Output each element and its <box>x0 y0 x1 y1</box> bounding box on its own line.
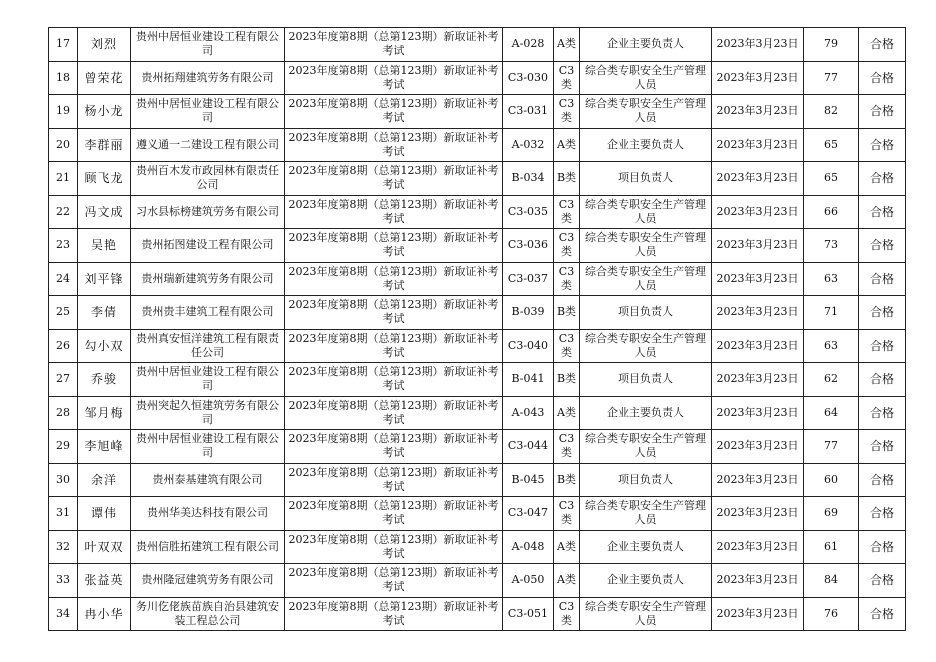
exam-session-cell: 2023年度第8期（总第123期）新取证补考考试 <box>285 363 503 397</box>
score-cell: 62 <box>804 363 859 397</box>
score-cell: 69 <box>804 497 859 531</box>
name-cell: 勾小双 <box>78 329 131 363</box>
role-cell: 综合类专职安全生产管理人员 <box>580 597 712 631</box>
role-cell: 综合类专职安全生产管理人员 <box>580 430 712 464</box>
exam-session-cell: 2023年度第8期（总第123期）新取证补考考试 <box>285 329 503 363</box>
category-cell: B类 <box>554 363 580 397</box>
table-row <box>49 28 906 62</box>
role-cell: 综合类专职安全生产管理人员 <box>580 229 712 263</box>
name-cell: 冉小华 <box>78 597 131 631</box>
exam-code-cell: C3-040 <box>503 329 554 363</box>
table-row <box>49 128 906 162</box>
role-cell: 综合类专职安全生产管理人员 <box>580 329 712 363</box>
exam-session-cell: 2023年度第8期（总第123期）新取证补考考试 <box>285 28 503 62</box>
company-cell: 贵州真安恒洋建筑工程有限责任公司 <box>131 329 285 363</box>
exam-code-cell: A-028 <box>503 28 554 62</box>
role-cell: 综合类专职安全生产管理人员 <box>580 195 712 229</box>
row-number-cell: 17 <box>49 28 78 62</box>
table-row <box>49 463 906 497</box>
company-cell: 贵州百木发市政园林有限责任公司 <box>131 162 285 196</box>
row-number-cell: 20 <box>49 128 78 162</box>
name-cell: 乔骏 <box>78 363 131 397</box>
role-cell: 综合类专职安全生产管理人员 <box>580 497 712 531</box>
name-cell: 叶双双 <box>78 530 131 564</box>
category-cell: A类 <box>554 564 580 598</box>
result-cell: 合格 <box>859 61 906 95</box>
row-number-cell: 24 <box>49 262 78 296</box>
row-number-cell: 22 <box>49 195 78 229</box>
exam-session-cell: 2023年度第8期（总第123期）新取证补考考试 <box>285 497 503 531</box>
category-cell: C3类 <box>554 430 580 464</box>
row-number-cell: 25 <box>49 296 78 330</box>
exam-session-cell: 2023年度第8期（总第123期）新取证补考考试 <box>285 296 503 330</box>
score-cell: 79 <box>804 28 859 62</box>
category-cell: A类 <box>554 128 580 162</box>
row-number-cell: 33 <box>49 564 78 598</box>
table-row <box>49 262 906 296</box>
exam-session-cell: 2023年度第8期（总第123期）新取证补考考试 <box>285 430 503 464</box>
row-number-cell: 23 <box>49 229 78 263</box>
score-cell: 77 <box>804 61 859 95</box>
exam-date-cell: 2023年3月23日 <box>712 463 804 497</box>
row-number-cell: 19 <box>49 95 78 129</box>
exam-date-cell: 2023年3月23日 <box>712 530 804 564</box>
row-number-cell: 32 <box>49 530 78 564</box>
role-cell: 企业主要负责人 <box>580 396 712 430</box>
exam-date-cell: 2023年3月23日 <box>712 95 804 129</box>
exam-code-cell: C3-047 <box>503 497 554 531</box>
exam-session-cell: 2023年度第8期（总第123期）新取证补考考试 <box>285 128 503 162</box>
role-cell: 企业主要负责人 <box>580 28 712 62</box>
score-cell: 77 <box>804 430 859 464</box>
exam-date-cell: 2023年3月23日 <box>712 497 804 531</box>
category-cell: C3类 <box>554 195 580 229</box>
result-cell: 合格 <box>859 296 906 330</box>
result-cell: 合格 <box>859 128 906 162</box>
table-body <box>49 28 906 631</box>
name-cell: 邹月梅 <box>78 396 131 430</box>
company-cell: 贵州中居恒业建设工程有限公司 <box>131 430 285 464</box>
exam-date-cell: 2023年3月23日 <box>712 195 804 229</box>
company-cell: 贵州华美达科技有限公司 <box>131 497 285 531</box>
company-cell: 贵州信胜拓建筑工程有限公司 <box>131 530 285 564</box>
score-cell: 82 <box>804 95 859 129</box>
result-cell: 合格 <box>859 396 906 430</box>
exam-date-cell: 2023年3月23日 <box>712 28 804 62</box>
role-cell: 综合类专职安全生产管理人员 <box>580 61 712 95</box>
company-cell: 贵州隆冠建筑劳务有限公司 <box>131 564 285 598</box>
table-row <box>49 195 906 229</box>
company-cell: 习水县标榜建筑劳务有限公司 <box>131 195 285 229</box>
company-cell: 遵义通一二建设工程有限公司 <box>131 128 285 162</box>
score-cell: 76 <box>804 597 859 631</box>
category-cell: B类 <box>554 296 580 330</box>
score-cell: 60 <box>804 463 859 497</box>
name-cell: 余洋 <box>78 463 131 497</box>
category-cell: A类 <box>554 530 580 564</box>
name-cell: 曾荣花 <box>78 61 131 95</box>
result-cell: 合格 <box>859 28 906 62</box>
name-cell: 刘平锋 <box>78 262 131 296</box>
score-cell: 65 <box>804 128 859 162</box>
exam-code-cell: C3-035 <box>503 195 554 229</box>
score-cell: 64 <box>804 396 859 430</box>
name-cell: 李倩 <box>78 296 131 330</box>
row-number-cell: 34 <box>49 597 78 631</box>
exam-date-cell: 2023年3月23日 <box>712 128 804 162</box>
results-table <box>48 27 906 631</box>
exam-session-cell: 2023年度第8期（总第123期）新取证补考考试 <box>285 597 503 631</box>
exam-date-cell: 2023年3月23日 <box>712 61 804 95</box>
result-cell: 合格 <box>859 262 906 296</box>
exam-code-cell: C3-030 <box>503 61 554 95</box>
table-row <box>49 430 906 464</box>
role-cell: 企业主要负责人 <box>580 564 712 598</box>
table-row <box>49 564 906 598</box>
company-cell: 贵州贵丰建筑工程有限公司 <box>131 296 285 330</box>
score-cell: 71 <box>804 296 859 330</box>
score-cell: 61 <box>804 530 859 564</box>
exam-code-cell: C3-036 <box>503 229 554 263</box>
exam-code-cell: C3-044 <box>503 430 554 464</box>
exam-session-cell: 2023年度第8期（总第123期）新取证补考考试 <box>285 61 503 95</box>
exam-date-cell: 2023年3月23日 <box>712 597 804 631</box>
exam-code-cell: C3-037 <box>503 262 554 296</box>
exam-code-cell: B-039 <box>503 296 554 330</box>
exam-code-cell: A-048 <box>503 530 554 564</box>
score-cell: 65 <box>804 162 859 196</box>
role-cell: 企业主要负责人 <box>580 128 712 162</box>
row-number-cell: 31 <box>49 497 78 531</box>
category-cell: C3类 <box>554 61 580 95</box>
name-cell: 杨小龙 <box>78 95 131 129</box>
result-cell: 合格 <box>859 162 906 196</box>
table-row <box>49 296 906 330</box>
category-cell: C3类 <box>554 497 580 531</box>
exam-date-cell: 2023年3月23日 <box>712 162 804 196</box>
name-cell: 张益英 <box>78 564 131 598</box>
table-row <box>49 61 906 95</box>
category-cell: C3类 <box>554 329 580 363</box>
exam-date-cell: 2023年3月23日 <box>712 363 804 397</box>
exam-session-cell: 2023年度第8期（总第123期）新取证补考考试 <box>285 195 503 229</box>
result-cell: 合格 <box>859 564 906 598</box>
exam-date-cell: 2023年3月23日 <box>712 430 804 464</box>
category-cell: C3类 <box>554 262 580 296</box>
company-cell: 贵州中居恒业建设工程有限公司 <box>131 363 285 397</box>
exam-date-cell: 2023年3月23日 <box>712 296 804 330</box>
role-cell: 项目负责人 <box>580 296 712 330</box>
row-number-cell: 26 <box>49 329 78 363</box>
category-cell: A类 <box>554 28 580 62</box>
role-cell: 项目负责人 <box>580 162 712 196</box>
name-cell: 吴艳 <box>78 229 131 263</box>
result-cell: 合格 <box>859 497 906 531</box>
exam-session-cell: 2023年度第8期（总第123期）新取证补考考试 <box>285 530 503 564</box>
row-number-cell: 30 <box>49 463 78 497</box>
exam-date-cell: 2023年3月23日 <box>712 229 804 263</box>
exam-session-cell: 2023年度第8期（总第123期）新取证补考考试 <box>285 262 503 296</box>
name-cell: 刘烈 <box>78 28 131 62</box>
exam-session-cell: 2023年度第8期（总第123期）新取证补考考试 <box>285 463 503 497</box>
company-cell: 贵州瑞新建筑劳务有限公司 <box>131 262 285 296</box>
row-number-cell: 21 <box>49 162 78 196</box>
company-cell: 贵州拓图建设工程有限公司 <box>131 229 285 263</box>
company-cell: 贵州泰基建筑有限公司 <box>131 463 285 497</box>
exam-code-cell: A-032 <box>503 128 554 162</box>
company-cell: 贵州中居恒业建设工程有限公司 <box>131 95 285 129</box>
role-cell: 企业主要负责人 <box>580 530 712 564</box>
exam-code-cell: C3-051 <box>503 597 554 631</box>
result-cell: 合格 <box>859 463 906 497</box>
exam-date-cell: 2023年3月23日 <box>712 564 804 598</box>
result-cell: 合格 <box>859 597 906 631</box>
company-cell: 贵州拓翔建筑劳务有限公司 <box>131 61 285 95</box>
company-cell: 贵州中居恒业建设工程有限公司 <box>131 28 285 62</box>
table-row <box>49 162 906 196</box>
exam-session-cell: 2023年度第8期（总第123期）新取证补考考试 <box>285 564 503 598</box>
row-number-cell: 29 <box>49 430 78 464</box>
name-cell: 冯文成 <box>78 195 131 229</box>
exam-session-cell: 2023年度第8期（总第123期）新取证补考考试 <box>285 229 503 263</box>
exam-session-cell: 2023年度第8期（总第123期）新取证补考考试 <box>285 396 503 430</box>
exam-date-cell: 2023年3月23日 <box>712 396 804 430</box>
role-cell: 综合类专职安全生产管理人员 <box>580 95 712 129</box>
exam-code-cell: B-045 <box>503 463 554 497</box>
result-cell: 合格 <box>859 530 906 564</box>
score-cell: 73 <box>804 229 859 263</box>
exam-code-cell: A-043 <box>503 396 554 430</box>
row-number-cell: 18 <box>49 61 78 95</box>
role-cell: 项目负责人 <box>580 463 712 497</box>
category-cell: B类 <box>554 463 580 497</box>
company-cell: 务川仡佬族苗族自治县建筑安装工程总公司 <box>131 597 285 631</box>
exam-session-cell: 2023年度第8期（总第123期）新取证补考考试 <box>285 162 503 196</box>
result-cell: 合格 <box>859 195 906 229</box>
table-row <box>49 597 906 631</box>
score-cell: 63 <box>804 329 859 363</box>
result-cell: 合格 <box>859 363 906 397</box>
company-cell: 贵州突起久恒建筑劳务有限公司 <box>131 396 285 430</box>
row-number-cell: 27 <box>49 363 78 397</box>
category-cell: B类 <box>554 162 580 196</box>
exam-code-cell: A-050 <box>503 564 554 598</box>
result-cell: 合格 <box>859 329 906 363</box>
exam-session-cell: 2023年度第8期（总第123期）新取证补考考试 <box>285 95 503 129</box>
table-row <box>49 95 906 129</box>
name-cell: 李旭峰 <box>78 430 131 464</box>
score-cell: 63 <box>804 262 859 296</box>
name-cell: 谭伟 <box>78 497 131 531</box>
table-row <box>49 329 906 363</box>
category-cell: C3类 <box>554 229 580 263</box>
category-cell: C3类 <box>554 597 580 631</box>
table-row <box>49 396 906 430</box>
role-cell: 项目负责人 <box>580 363 712 397</box>
exam-date-cell: 2023年3月23日 <box>712 329 804 363</box>
result-cell: 合格 <box>859 430 906 464</box>
result-cell: 合格 <box>859 95 906 129</box>
name-cell: 顾飞龙 <box>78 162 131 196</box>
result-cell: 合格 <box>859 229 906 263</box>
name-cell: 李群丽 <box>78 128 131 162</box>
score-cell: 84 <box>804 564 859 598</box>
category-cell: A类 <box>554 396 580 430</box>
exam-date-cell: 2023年3月23日 <box>712 262 804 296</box>
exam-code-cell: B-041 <box>503 363 554 397</box>
row-number-cell: 28 <box>49 396 78 430</box>
table-row <box>49 497 906 531</box>
category-cell: C3类 <box>554 95 580 129</box>
exam-code-cell: B-034 <box>503 162 554 196</box>
role-cell: 综合类专职安全生产管理人员 <box>580 262 712 296</box>
table-row <box>49 530 906 564</box>
table-row <box>49 363 906 397</box>
table-row <box>49 229 906 263</box>
score-cell: 66 <box>804 195 859 229</box>
exam-code-cell: C3-031 <box>503 95 554 129</box>
